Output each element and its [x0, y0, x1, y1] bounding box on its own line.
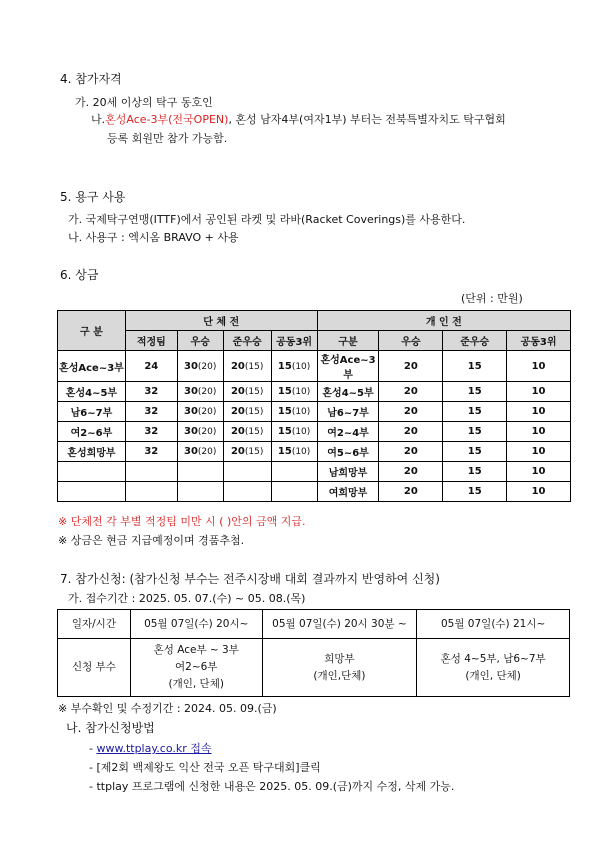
indiv-division-text: 남희망부 — [328, 468, 368, 479]
indiv-runnerup-prize — [443, 482, 507, 502]
team-winner-prize — [177, 382, 223, 402]
indiv-runnerup-prize-text: 15 — [467, 386, 482, 397]
indiv-winner-prize — [379, 382, 443, 402]
team-count — [125, 351, 177, 382]
indiv-third-prize-text: 10 — [531, 426, 546, 437]
method-1 — [89, 740, 212, 756]
indiv-runnerup-prize-text: 15 — [467, 446, 482, 457]
indiv-division-text: 여2~4부 — [327, 428, 369, 439]
method-3: - ttplay 프로그램에 신청한 내용은 2025. 05. 09.(금)까지 수정, 삭제 가능. — [89, 780, 455, 793]
team-runnerup-prize-text: (15) — [244, 407, 264, 417]
team-winner-prize-text: 30 — [184, 426, 198, 437]
team-col: 적정팀 — [125, 331, 177, 351]
team-third-prize-text: (10) — [291, 407, 311, 417]
team-third-prize-text: 15 — [277, 406, 292, 417]
team-division-text: 남6~7부 — [70, 408, 113, 419]
team-winner-prize-text: 30 — [184, 406, 198, 417]
indiv-winner-prize-text: 20 — [403, 446, 418, 457]
section4-item-b-cont: 등록 회원만 참가 가능함. — [107, 132, 228, 145]
team-count-text: 32 — [144, 446, 159, 457]
indiv-division — [317, 351, 379, 382]
team-winner-prize — [177, 422, 223, 442]
prize-row — [58, 482, 571, 502]
ttplay-link[interactable]: www.ttplay.co.kr 접속 — [96, 742, 212, 755]
indiv-winner-prize-text: 20 — [403, 466, 418, 477]
team-winner-prize — [177, 351, 223, 382]
team-runnerup-prize — [223, 382, 271, 402]
team-runnerup-prize-text: 20 — [230, 446, 245, 457]
team-header: 단 체 전 — [125, 311, 317, 331]
indiv-division-text: 혼성Ace~3부 — [320, 355, 376, 381]
team-division — [58, 422, 126, 442]
division-slot-1-line: (개인, 단체) — [168, 678, 224, 690]
division-label: 신청 부수 — [58, 639, 131, 697]
indiv-third-prize-text: 10 — [531, 446, 546, 457]
team-count-text: 24 — [144, 360, 159, 372]
indiv-runnerup-prize — [443, 422, 507, 442]
team-division-text: 혼성4~5부 — [65, 388, 118, 399]
team-third-prize — [271, 402, 317, 422]
indiv-col: 공동3위 — [507, 331, 571, 351]
team-third-prize — [271, 382, 317, 402]
division-slot-1-line: 여2~6부 — [175, 661, 218, 673]
team-third-prize-text: (10) — [291, 447, 311, 457]
team-runnerup-prize — [223, 351, 271, 382]
indiv-runnerup-prize-text: 15 — [467, 486, 482, 497]
indiv-winner-prize — [379, 482, 443, 502]
prize-row — [58, 402, 571, 422]
team-runnerup-prize-text: 20 — [230, 386, 245, 397]
team-division — [58, 442, 126, 462]
indiv-division-text: 여5~6부 — [327, 448, 369, 459]
indiv-division — [317, 402, 379, 422]
team-runnerup-prize-text: (15) — [244, 447, 264, 457]
indiv-third-prize — [507, 382, 571, 402]
section6-title: 6. 상금 — [60, 268, 99, 282]
prize-row — [58, 442, 571, 462]
team-runnerup-prize-text: 20 — [230, 406, 245, 417]
team-winner-prize-text: (20) — [197, 427, 217, 437]
indiv-division — [317, 442, 379, 462]
indiv-third-prize — [507, 462, 571, 482]
section7-title: 7. 참가신청: (참가신청 부수는 전주시장배 대회 결과까지 반영하여 신청) — [60, 572, 440, 586]
indiv-division — [317, 382, 379, 402]
indiv-winner-prize-text: 20 — [403, 386, 418, 397]
team-division-text: 혼성Ace~3부 — [59, 362, 124, 374]
team-count-text: 32 — [144, 406, 159, 417]
indiv-division-text: 혼성4~5부 — [322, 388, 374, 399]
team-runnerup-prize — [223, 402, 271, 422]
section5-item-b: 나. 사용구 : 엑시옴 BRAVO + 사용 — [68, 231, 239, 244]
team-third-prize — [271, 462, 317, 482]
team-third-prize-text: 15 — [277, 426, 292, 437]
indiv-winner-prize — [379, 402, 443, 422]
indiv-division — [317, 482, 379, 502]
team-count — [125, 462, 177, 482]
indiv-winner-prize-text: 20 — [403, 406, 418, 417]
team-division-text: 혼성희망부 — [67, 448, 116, 459]
indiv-runnerup-prize — [443, 442, 507, 462]
indiv-winner-prize — [379, 442, 443, 462]
application-period: 가. 접수기간 : 2025. 05. 07.(수) ~ 05. 08.(목) — [68, 592, 306, 605]
team-count — [125, 442, 177, 462]
indiv-third-prize — [507, 351, 571, 382]
indiv-col: 구분 — [317, 331, 379, 351]
team-third-prize — [271, 442, 317, 462]
division-slot-1-line: 혼성 Ace부 ~ 3부 — [153, 644, 239, 656]
section4-item-b-rest: , 혼성 남자4부(여자1부) 부터는 전북특별자치도 탁구협회 — [228, 113, 506, 126]
team-third-prize-text: 15 — [277, 386, 292, 397]
team-winner-prize-text: 30 — [184, 360, 198, 372]
section4-item-b — [91, 111, 506, 127]
division-slot-2-line: 희망부 — [324, 652, 355, 665]
method-2: - [제2회 백제왕도 익산 전국 오픈 탁구대회]클릭 — [89, 761, 321, 774]
team-division — [58, 482, 126, 502]
team-col: 공동3위 — [271, 331, 317, 351]
indiv-third-prize — [507, 422, 571, 442]
indiv-third-prize-text: 10 — [531, 386, 546, 397]
indiv-division — [317, 422, 379, 442]
team-division — [58, 462, 126, 482]
division-slot-3-line: 혼성 4~5부, 남6~7부 — [440, 652, 546, 665]
prize-row — [58, 422, 571, 442]
section4-item-a: 가. 20세 이상의 탁구 동호인 — [75, 96, 213, 109]
team-runnerup-prize-text: (15) — [244, 387, 264, 397]
team-runnerup-prize — [223, 422, 271, 442]
indiv-third-prize — [507, 482, 571, 502]
team-count — [125, 482, 177, 502]
team-winner-prize-text: (20) — [197, 387, 217, 397]
division-slot-1 — [130, 639, 262, 697]
indiv-third-prize-text: 10 — [531, 406, 546, 417]
note-2: ※ 상금은 현금 지급예정이며 경품추첨. — [58, 534, 245, 547]
indiv-runnerup-prize — [443, 351, 507, 382]
section4-title: 4. 참가자격 — [60, 72, 122, 86]
team-third-prize-text: (10) — [291, 427, 311, 437]
team-col: 우승 — [177, 331, 223, 351]
slot-2: 05월 07일(수) 20시 30분 ~ — [262, 610, 417, 639]
team-count — [125, 382, 177, 402]
prize-row — [58, 462, 571, 482]
division-slot-3 — [417, 639, 570, 697]
team-third-prize — [271, 351, 317, 382]
team-runnerup-prize-text: (15) — [244, 427, 264, 437]
prize-table — [57, 310, 571, 502]
indiv-third-prize — [507, 402, 571, 422]
section4-highlight: 혼성Ace-3부(전국OPEN) — [105, 113, 229, 126]
team-division — [58, 402, 126, 422]
division-slot-3-line: (개인, 단체) — [465, 669, 521, 682]
section4-item-b-prefix: 나. — [91, 113, 106, 126]
team-runnerup-prize-text: 20 — [230, 360, 245, 372]
team-division — [58, 382, 126, 402]
indiv-third-prize — [507, 442, 571, 462]
indiv-third-prize-text: 10 — [531, 486, 546, 497]
team-winner-prize — [177, 402, 223, 422]
indiv-winner-prize-text: 20 — [403, 360, 418, 372]
prize-row — [58, 382, 571, 402]
team-winner-prize — [177, 482, 223, 502]
slot-3: 05월 07일(수) 21시~ — [417, 610, 570, 639]
confirm-period: ※ 부수확인 및 수정기간 : 2024. 05. 09.(금) — [58, 702, 277, 715]
team-runnerup-prize — [223, 442, 271, 462]
team-count-text: 32 — [144, 386, 159, 397]
application-table — [57, 609, 570, 697]
team-count-text: 32 — [144, 426, 159, 437]
section5-title: 5. 용구 사용 — [60, 190, 126, 204]
schedule-label: 일자/시간 — [58, 610, 131, 639]
indiv-runnerup-prize-text: 15 — [467, 466, 482, 477]
slot-1: 05월 07일(수) 20시~ — [130, 610, 262, 639]
gubun-header: 구 분 — [58, 311, 126, 351]
team-third-prize-text: 15 — [277, 360, 292, 372]
team-third-prize — [271, 422, 317, 442]
indiv-division-text: 남6~7부 — [327, 408, 369, 419]
team-third-prize-text: (10) — [291, 361, 311, 372]
team-winner-prize-text: (20) — [197, 407, 217, 417]
team-winner-prize-text: 30 — [184, 386, 198, 397]
division-slot-2 — [262, 639, 417, 697]
indiv-runnerup-prize-text: 15 — [467, 360, 482, 372]
indiv-winner-prize — [379, 351, 443, 382]
indiv-winner-prize-text: 20 — [403, 426, 418, 437]
team-runnerup-prize — [223, 482, 271, 502]
indiv-winner-prize — [379, 422, 443, 442]
team-winner-prize — [177, 442, 223, 462]
team-division-text: 여2~6부 — [70, 428, 113, 439]
indiv-division-text: 여희망부 — [328, 488, 368, 499]
team-count — [125, 402, 177, 422]
prize-row — [58, 351, 571, 382]
division-slot-2-line: (개인,단체) — [313, 669, 366, 682]
team-count — [125, 422, 177, 442]
indiv-division — [317, 462, 379, 482]
indiv-runnerup-prize-text: 15 — [467, 426, 482, 437]
indiv-header: 개 인 전 — [317, 311, 570, 331]
indiv-runnerup-prize — [443, 462, 507, 482]
indiv-winner-prize — [379, 462, 443, 482]
method-1-dash: - — [89, 742, 97, 755]
team-third-prize — [271, 482, 317, 502]
unit-label: (단위 : 만원) — [461, 292, 523, 305]
team-winner-prize — [177, 462, 223, 482]
team-runnerup-prize-text: 20 — [230, 426, 245, 437]
team-winner-prize-text: (20) — [197, 361, 217, 372]
indiv-runnerup-prize — [443, 402, 507, 422]
method-title: 나. 참가신청방법 — [66, 721, 155, 735]
indiv-winner-prize-text: 20 — [403, 486, 418, 497]
team-division — [58, 351, 126, 382]
indiv-col: 준우승 — [443, 331, 507, 351]
team-col: 준우승 — [223, 331, 271, 351]
team-winner-prize-text: 30 — [184, 446, 198, 457]
indiv-runnerup-prize — [443, 382, 507, 402]
section5-item-a: 가. 국제탁구연맹(ITTF)에서 공인된 라켓 및 라바(Racket Coverings)를 사용한다. — [68, 213, 466, 226]
team-winner-prize-text: (20) — [197, 447, 217, 457]
note-1: ※ 단체전 각 부별 적정팀 미만 시 ( )안의 금액 지급. — [58, 515, 306, 528]
team-third-prize-text: (10) — [291, 387, 311, 397]
indiv-col: 우승 — [379, 331, 443, 351]
indiv-third-prize-text: 10 — [531, 360, 546, 372]
team-third-prize-text: 15 — [277, 446, 292, 457]
indiv-runnerup-prize-text: 15 — [467, 406, 482, 417]
team-runnerup-prize-text: (15) — [244, 361, 264, 372]
team-runnerup-prize — [223, 462, 271, 482]
indiv-third-prize-text: 10 — [531, 466, 546, 477]
